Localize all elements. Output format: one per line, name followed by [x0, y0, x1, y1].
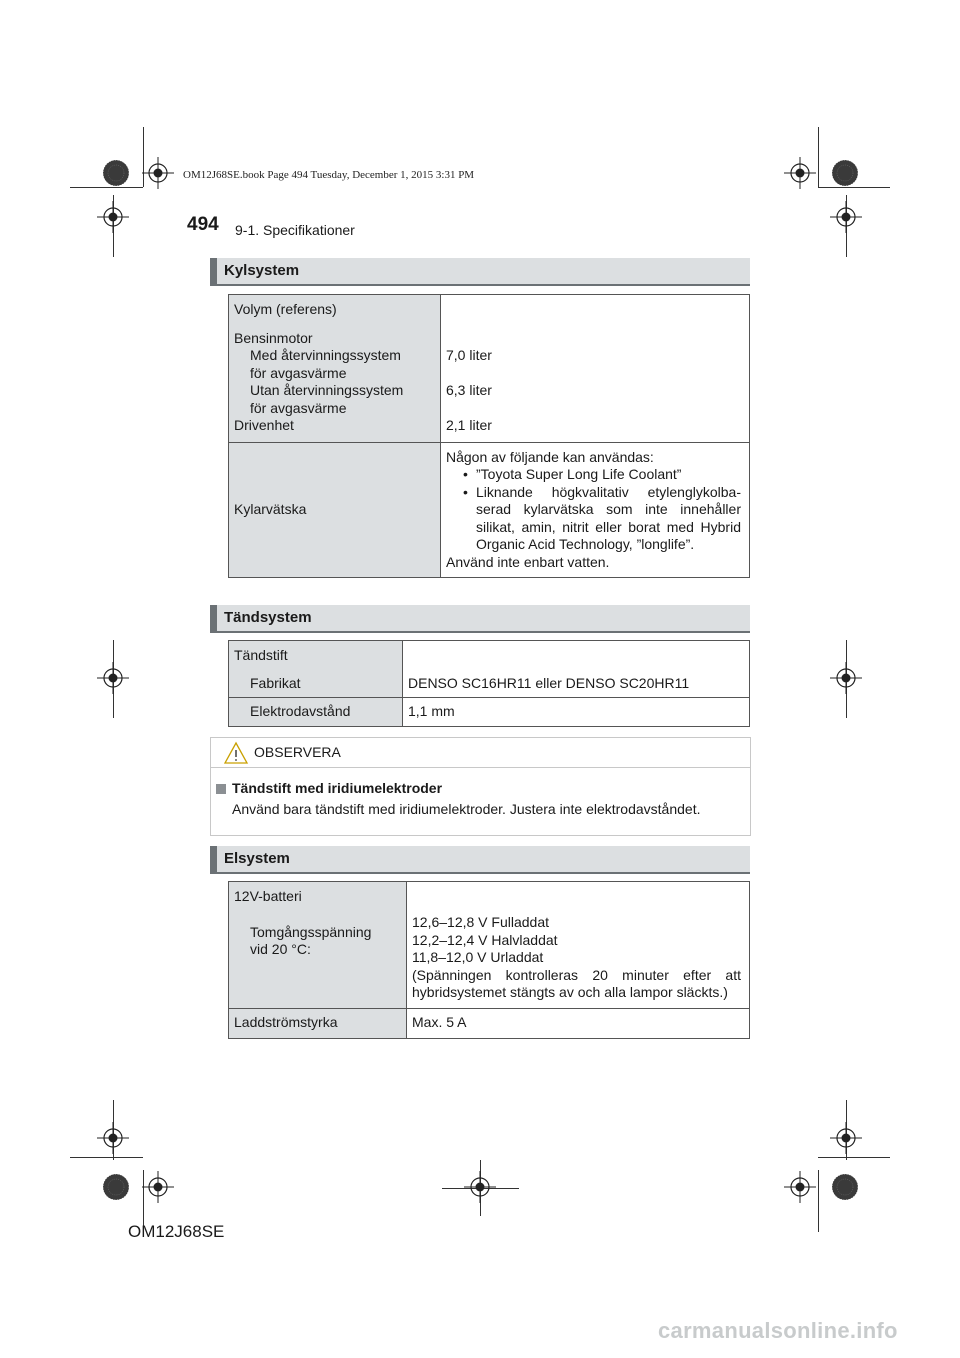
med-label: Med återvinningssystem [250, 347, 401, 363]
table-row [229, 1008, 750, 1039]
drivenhet-label: Drivenhet [234, 417, 294, 433]
section-heading-tandsystem [210, 605, 750, 633]
caution-box [210, 737, 751, 836]
registration-mark [97, 662, 129, 694]
burst-mark [832, 1174, 858, 1200]
registration-mark [830, 662, 862, 694]
table-row [229, 882, 750, 1009]
utan-value: 6,3 liter [446, 382, 492, 398]
section-title: Elsystem [224, 850, 290, 867]
caution-title: Tändstift med iridiumelektroder [232, 780, 443, 796]
batteri-label: 12V-batteri [234, 888, 302, 904]
section-heading-kylsystem [210, 258, 750, 286]
tomgang-label-2: vid 20 °C: [250, 941, 311, 957]
burst-mark [103, 160, 129, 186]
section-heading-elsystem [210, 846, 750, 874]
tandsystem-table [228, 640, 750, 727]
square-bullet-icon [216, 784, 226, 794]
volym-label-cell [229, 295, 441, 443]
burst-mark [832, 160, 858, 186]
kylarvatska-label: Kylarvätska [234, 501, 307, 517]
section-accent-bar [210, 258, 217, 286]
page-number: 494 [187, 214, 219, 235]
ladd-label: Laddströmstyrka [234, 1013, 338, 1030]
tandstift-label: Tändstift [234, 647, 288, 663]
caution-header [211, 738, 750, 768]
registration-mark [142, 157, 174, 189]
registration-mark [142, 1171, 174, 1203]
elektrod-value-cell [403, 698, 750, 727]
elsystem-table [228, 881, 750, 1039]
utan-label: Utan återvinningssystem [250, 382, 404, 398]
halvladdat-value: 12,2–12,4 V Halvladdat [412, 931, 558, 948]
list-item: • Liknande högkvalitativ etylenglykolba-serad kylarvätska som inte innehåller silikat, amin, nitrit eller borat med Hybrid Organic Acid Technology, ”longlife”. [446, 484, 741, 554]
fabrikat-value-cell [403, 641, 750, 698]
section-accent-bar [210, 846, 217, 874]
table-row [229, 295, 750, 443]
table-row [229, 442, 750, 578]
section-accent-bar [210, 605, 217, 633]
registration-mark [784, 1171, 816, 1203]
table-row [229, 698, 750, 727]
kylarvatska-label-cell [229, 442, 441, 578]
volym-label: Volym (referens) [234, 301, 337, 317]
kylarvatska-intro: Någon av följande kan användas: [446, 448, 654, 465]
ladd-value-cell [407, 1008, 750, 1039]
drivenhet-value: 2,1 liter [446, 417, 492, 433]
utan-label-2: för avgasvärme [250, 399, 347, 416]
tandstift-label-cell [229, 641, 403, 698]
registration-mark [784, 157, 816, 189]
ladd-label-cell [229, 1008, 407, 1039]
registration-mark [97, 1122, 129, 1154]
warning-triangle-icon [223, 741, 249, 765]
registration-mark [830, 1122, 862, 1154]
section-title: Tändsystem [224, 609, 312, 626]
batteri-label-cell [229, 882, 407, 1009]
manual-code: OM12J68SE [128, 1222, 225, 1241]
med-value: 7,0 liter [446, 347, 492, 363]
fabrikat-label: Fabrikat [250, 674, 301, 691]
volym-value-cell [441, 295, 750, 443]
bensinmotor-label: Bensinmotor [234, 329, 313, 346]
med-label-2: för avgasvärme [250, 364, 347, 381]
kylsystem-table [228, 294, 750, 578]
list-item: • ”Toyota Super Long Life Coolant” [446, 466, 741, 484]
elektrod-label-cell [229, 698, 403, 727]
elektrod-label: Elektrodavstånd [250, 703, 351, 719]
tomgang-label: Tomgångsspänning [250, 923, 372, 940]
elektrod-value: 1,1 mm [408, 703, 455, 719]
urladdat-value: 11,8–12,0 V Urladdat [412, 949, 544, 965]
table-row [229, 641, 750, 698]
registration-mark [830, 201, 862, 233]
kylarvatska-value-cell [441, 442, 750, 578]
fulladdat-value: 12,6–12,8 V Fulladdat [412, 914, 549, 930]
voltage-note: (Spänningen kontrolleras 20 minuter efter att hybridsystemet stängts av och alla lampor släckts.) [412, 966, 741, 1000]
kylarvatska-outro: Använd inte enbart vatten. [446, 553, 610, 570]
batteri-value-cell [407, 882, 750, 1009]
book-file-label: OM12J68SE.book Page 494 Tuesday, December 1, 2015 3:31 PM [183, 169, 475, 181]
watermark: carmanualsonline.info [658, 1318, 898, 1343]
registration-mark [464, 1171, 496, 1203]
registration-mark [97, 201, 129, 233]
caution-label: OBSERVERA [254, 744, 341, 760]
ladd-value: Max. 5 A [412, 1013, 467, 1030]
caution-body: Använd bara tändstift med iridiumelektroder. Justera inte elektrodavståndet. [232, 801, 701, 817]
section-title: Kylsystem [224, 262, 300, 279]
burst-mark [103, 1174, 129, 1200]
fabrikat-value: DENSO SC16HR11 eller DENSO SC20HR11 [408, 674, 690, 691]
kylarvatska-list [446, 466, 741, 554]
chapter-title: 9-1. Specifikationer [235, 222, 355, 238]
